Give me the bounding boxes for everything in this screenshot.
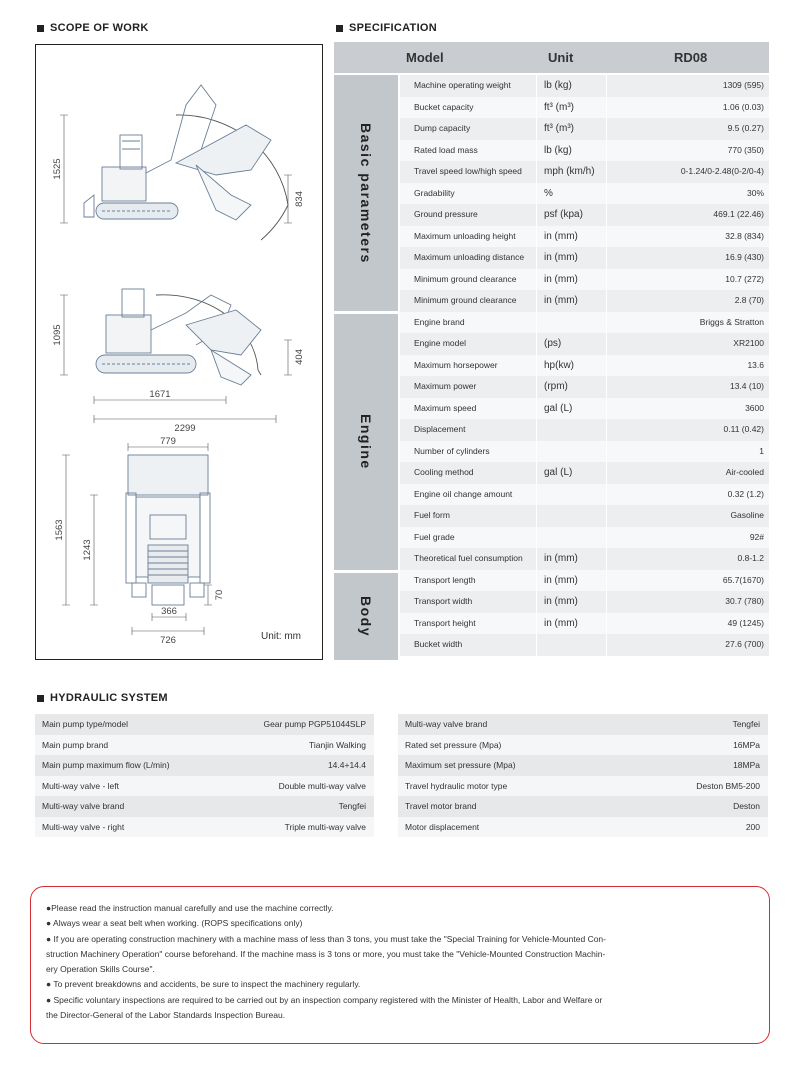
hydraulic-label: Multi-way valve - left <box>42 780 119 791</box>
hydraulic-value: 14.4+14.4 <box>327 760 366 770</box>
square-bullet-icon <box>336 25 343 32</box>
hydraulic-value: Tengfei <box>338 801 366 811</box>
hydraulic-row <box>398 714 768 735</box>
spec-param-unit: in (mm) <box>544 295 578 306</box>
dim-2299: 2299 <box>174 423 196 434</box>
dim-366: 366 <box>161 606 177 617</box>
hydraulic-value: Tianjin Walking <box>308 739 366 750</box>
spec-row <box>400 183 769 205</box>
category-basic <box>334 75 398 311</box>
column-divider <box>606 97 607 119</box>
spec-param-unit: in (mm) <box>544 617 578 629</box>
hydraulic-label: Maximum set pressure (Mpa) <box>405 760 516 770</box>
spec-param-unit: in (mm) <box>544 230 578 242</box>
square-bullet-icon <box>37 25 44 32</box>
spec-title-text: SPECIFICATION <box>349 22 438 34</box>
column-divider <box>536 161 537 183</box>
hydraulic-row <box>398 776 768 797</box>
spec-param-name: Transport width <box>414 596 473 606</box>
spec-row <box>400 613 769 635</box>
hydraulic-label: Main pump type/model <box>42 719 128 729</box>
spec-row <box>400 290 769 312</box>
column-divider <box>606 226 607 248</box>
column-divider <box>536 570 537 592</box>
hydraulic-row <box>398 735 768 756</box>
spec-row <box>400 548 769 570</box>
spec-param-value: 1 <box>759 445 764 456</box>
spec-param-unit: gal (L) <box>544 467 573 478</box>
spec-row <box>400 204 769 226</box>
spec-param-name: Bucket capacity <box>414 101 474 112</box>
spec-param-value: 770 (350) <box>727 144 764 155</box>
spec-param-value: 469.1 (22.46) <box>713 209 764 219</box>
hydraulic-row <box>398 817 768 838</box>
hydraulic-title <box>37 692 168 704</box>
spec-param-name: Rated load mass <box>414 144 478 155</box>
spec-param-value: Air-cooled <box>725 467 764 477</box>
column-divider <box>536 140 537 162</box>
spec-param-value: Gasoline <box>730 510 764 520</box>
spec-param-value: 30.7 (780) <box>725 596 764 606</box>
column-divider <box>606 484 607 506</box>
spec-header-row <box>334 42 769 73</box>
dim-70: 70 <box>214 589 225 601</box>
column-divider <box>606 462 607 484</box>
column-divider <box>536 634 537 656</box>
spec-param-name: Bucket width <box>414 639 463 649</box>
dim-1671: 1671 <box>149 389 171 400</box>
spec-param-value: 9.5 (0.27) <box>727 123 764 133</box>
dim-834: 834 <box>294 191 305 207</box>
hydraulic-label: Multi-way valve brand <box>405 719 488 729</box>
spec-param-unit: psf (kpa) <box>544 209 583 220</box>
spec-param-value: 13.4 (10) <box>729 381 764 391</box>
spec-param-value: XR2100 <box>733 338 764 348</box>
header-value: RD08 <box>674 50 708 65</box>
note-line: struction Machinery Operation" course beforehand. If the machine mass is 3 tons or more, you must take the "Vehicle-Mounted Construction Machin- <box>46 948 606 959</box>
scope-title <box>37 22 149 34</box>
hydraulic-value: Tengfei <box>732 719 760 729</box>
column-divider <box>606 269 607 291</box>
column-divider <box>536 376 537 398</box>
note-line: ● If you are operating construction machinery with a machine mass of less than 3 tons, you must take the "Special Training for Vehicle-Mounted Con- <box>46 933 606 944</box>
safety-notes <box>46 901 741 1023</box>
header-model: Model <box>406 50 444 65</box>
column-divider <box>606 398 607 420</box>
spec-param-name: Transport length <box>414 574 476 585</box>
column-divider <box>606 140 607 162</box>
hydraulic-label: Main pump brand <box>42 739 109 750</box>
spec-param-name: Travel speed low/high speed <box>414 166 522 176</box>
dim-726: 726 <box>160 635 176 646</box>
column-divider <box>606 118 607 140</box>
category-engine-label: Engine <box>358 414 374 470</box>
spec-row <box>400 75 769 97</box>
spec-row <box>400 161 769 183</box>
column-divider <box>606 634 607 656</box>
spec-title <box>336 22 437 34</box>
spec-param-name: Maximum unloading distance <box>414 252 525 262</box>
spec-param-unit: in (mm) <box>544 553 578 564</box>
spec-param-name: Ground pressure <box>414 209 478 219</box>
column-divider <box>536 97 537 119</box>
hydraulic-label: Travel hydraulic motor type <box>405 780 508 791</box>
square-bullet-icon <box>37 695 44 702</box>
spec-param-name: Machine operating weight <box>414 80 511 90</box>
dim-1563: 1563 <box>54 519 65 541</box>
column-divider <box>536 613 537 635</box>
category-body-label: Body <box>358 596 374 637</box>
hydraulic-value: Triple multi-way valve <box>284 821 366 832</box>
hydraulic-value: Double multi-way valve <box>278 780 366 791</box>
column-divider <box>536 312 537 334</box>
column-divider <box>606 355 607 377</box>
scope-title-text: SCOPE OF WORK <box>50 22 149 34</box>
column-divider <box>536 462 537 484</box>
hydraulic-label: Motor displacement <box>405 821 480 832</box>
spec-param-value: Briggs & Stratton <box>699 316 764 327</box>
spec-param-value: 1.06 (0.03) <box>722 101 764 112</box>
hydraulic-row <box>398 796 768 817</box>
column-divider <box>536 183 537 205</box>
spec-param-value: 65.7(1670) <box>722 574 764 585</box>
spec-row <box>400 118 769 140</box>
spec-row <box>400 398 769 420</box>
column-divider <box>536 591 537 613</box>
column-divider <box>536 484 537 506</box>
hydraulic-row <box>35 796 374 817</box>
spec-param-name: Fuel form <box>414 510 450 520</box>
spec-param-value: 2.8 (70) <box>734 295 764 305</box>
hydraulic-row <box>35 714 374 735</box>
column-divider <box>536 247 537 269</box>
spec-param-unit: gal (L) <box>544 402 573 414</box>
spec-param-unit: mph (km/h) <box>544 166 595 177</box>
dim-1243: 1243 <box>82 539 93 561</box>
side-view-raised-drawing <box>84 85 288 240</box>
hydraulic-table-left <box>35 714 374 837</box>
hydraulic-label: Rated set pressure (Mpa) <box>405 739 502 750</box>
spec-param-name: Minimum ground clearance <box>414 273 517 284</box>
spec-param-unit: in (mm) <box>544 252 578 263</box>
column-divider <box>606 290 607 312</box>
column-divider <box>536 398 537 420</box>
spec-param-unit: hp(kw) <box>544 359 575 371</box>
spec-param-value: 92# <box>749 531 764 542</box>
column-divider <box>606 247 607 269</box>
hydraulic-row <box>35 817 374 838</box>
hydraulic-row <box>35 755 374 776</box>
top-view-drawing <box>126 455 210 605</box>
spec-param-name: Minimum ground clearance <box>414 295 517 305</box>
spec-param-unit: ft³ (m³) <box>544 123 574 134</box>
spec-param-value: 0.11 (0.42) <box>723 424 764 434</box>
hydraulic-value: 200 <box>745 821 760 832</box>
column-divider <box>536 441 537 463</box>
spec-row <box>400 462 769 484</box>
spec-param-value: 30% <box>746 187 764 198</box>
spec-param-name: Displacement <box>414 424 466 434</box>
hydraulic-value: Gear pump PGP51044SLP <box>263 719 366 729</box>
note-line: ery Operation Skills Course". <box>46 964 155 975</box>
dim-1525: 1525 <box>52 158 63 180</box>
column-divider <box>606 505 607 527</box>
column-divider <box>536 118 537 140</box>
note-line: ● To prevent breakdowns and accidents, be sure to inspect the machinery regularly. <box>46 979 361 990</box>
column-divider <box>536 527 537 549</box>
spec-param-unit: in (mm) <box>544 273 578 285</box>
column-divider <box>606 312 607 334</box>
hydraulic-value: 16MPa <box>733 739 760 750</box>
spec-param-unit: % <box>544 187 553 199</box>
hydraulic-label: Main pump maximum flow (L/min) <box>42 760 170 770</box>
safety-notes-box <box>30 886 770 1044</box>
spec-param-unit: ft³ (m³) <box>544 101 574 113</box>
column-divider <box>536 204 537 226</box>
spec-row <box>400 505 769 527</box>
column-divider <box>536 75 537 97</box>
column-divider <box>536 269 537 291</box>
spec-row <box>400 247 769 269</box>
spec-row <box>400 355 769 377</box>
hydraulic-title-text: HYDRAULIC SYSTEM <box>50 692 168 704</box>
hydraulic-row <box>35 735 374 756</box>
scope-drawing-panel <box>35 44 323 660</box>
spec-param-name: Number of cylinders <box>414 445 490 456</box>
hydraulic-label: Multi-way valve brand <box>42 801 125 811</box>
dim-1095: 1095 <box>52 324 63 346</box>
unit-note: Unit: mm <box>261 631 301 642</box>
spec-param-name: Transport height <box>414 617 476 628</box>
spec-row <box>400 333 769 355</box>
hydraulic-row <box>35 776 374 797</box>
spec-row <box>400 269 769 291</box>
spec-row <box>400 312 769 334</box>
specification-table <box>334 42 769 660</box>
spec-param-name: Dump capacity <box>414 123 471 133</box>
spec-param-unit: in (mm) <box>544 574 578 586</box>
column-divider <box>606 419 607 441</box>
header-unit: Unit <box>548 50 574 65</box>
spec-param-value: 49 (1245) <box>727 617 764 628</box>
spec-param-unit: (ps) <box>544 338 562 349</box>
spec-param-value: 32.8 (834) <box>725 230 764 241</box>
column-divider <box>606 183 607 205</box>
spec-row <box>400 97 769 119</box>
column-divider <box>536 333 537 355</box>
column-divider <box>536 505 537 527</box>
category-body <box>334 573 398 660</box>
column-divider <box>536 355 537 377</box>
spec-row <box>400 484 769 506</box>
spec-row <box>400 419 769 441</box>
column-divider <box>606 591 607 613</box>
spec-param-unit: lb (kg) <box>544 80 572 91</box>
spec-param-value: 27.6 (700) <box>725 639 764 649</box>
spec-param-value: 10.7 (272) <box>725 273 764 284</box>
machine-drawings <box>36 45 322 659</box>
spec-param-unit: (rpm) <box>544 381 568 392</box>
column-divider <box>536 419 537 441</box>
column-divider <box>606 161 607 183</box>
spec-param-value: 1309 (595) <box>722 80 764 90</box>
column-divider <box>606 570 607 592</box>
column-divider <box>606 204 607 226</box>
note-line: ● Specific voluntary inspections are required to be carried out by an inspection company registered with the Minister of Health, Labor and Welfare or <box>46 994 603 1005</box>
spec-param-name: Fuel grade <box>414 531 455 542</box>
spec-row <box>400 441 769 463</box>
dim-404: 404 <box>294 349 305 365</box>
spec-param-value: 16.9 (430) <box>725 252 764 262</box>
spec-param-name: Maximum unloading height <box>414 230 516 241</box>
column-divider <box>606 376 607 398</box>
spec-param-value: 3600 <box>745 402 764 413</box>
column-divider <box>536 548 537 570</box>
note-line: ●Please read the instruction manual carefully and use the machine correctly. <box>46 903 334 913</box>
spec-param-value: 0-1.24/0-2.48(0-2/0-4) <box>680 166 764 176</box>
hydraulic-row <box>398 755 768 776</box>
spec-param-name: Maximum speed <box>414 402 477 413</box>
spec-row <box>400 591 769 613</box>
category-engine <box>334 314 398 570</box>
spec-row <box>400 527 769 549</box>
spec-param-name: Gradability <box>414 187 455 198</box>
spec-row <box>400 376 769 398</box>
column-divider <box>606 75 607 97</box>
column-divider <box>606 527 607 549</box>
hydraulic-table-right <box>398 714 768 837</box>
column-divider <box>536 290 537 312</box>
spec-param-value: 0.32 (1.2) <box>727 488 764 499</box>
dim-779: 779 <box>160 436 176 447</box>
spec-param-name: Engine model <box>414 338 466 348</box>
column-divider <box>536 226 537 248</box>
column-divider <box>606 613 607 635</box>
spec-param-name: Engine brand <box>414 316 465 327</box>
hydraulic-value: Deston <box>733 801 760 811</box>
hydraulic-value: Deston BM5-200 <box>696 780 760 791</box>
side-view-lowered-drawing <box>96 289 261 385</box>
spec-param-name: Engine oil change amount <box>414 488 513 499</box>
spec-param-name: Cooling method <box>414 467 474 477</box>
spec-param-name: Theoretical fuel consumption <box>414 553 523 563</box>
spec-param-value: 13.6 <box>747 359 764 370</box>
category-basic-label: Basic parameters <box>358 122 374 264</box>
spec-param-name: Maximum power <box>414 381 477 391</box>
hydraulic-label: Travel motor brand <box>405 801 477 811</box>
note-line: the Director-General of the Labor Standards Inspection Bureau. <box>46 1010 286 1021</box>
column-divider <box>606 548 607 570</box>
spec-param-unit: lb (kg) <box>544 144 572 156</box>
spec-row <box>400 226 769 248</box>
spec-row <box>400 570 769 592</box>
hydraulic-label: Multi-way valve - right <box>42 821 125 832</box>
hydraulic-value: 18MPa <box>733 760 760 770</box>
column-divider <box>606 333 607 355</box>
note-line: ● Always wear a seat belt when working. (ROPS specifications only) <box>46 918 303 929</box>
spec-param-name: Maximum horsepower <box>414 359 498 370</box>
spec-param-value: 0.8-1.2 <box>737 553 764 563</box>
spec-row <box>400 634 769 656</box>
column-divider <box>606 441 607 463</box>
spec-row <box>400 140 769 162</box>
spec-param-unit: in (mm) <box>544 596 578 607</box>
